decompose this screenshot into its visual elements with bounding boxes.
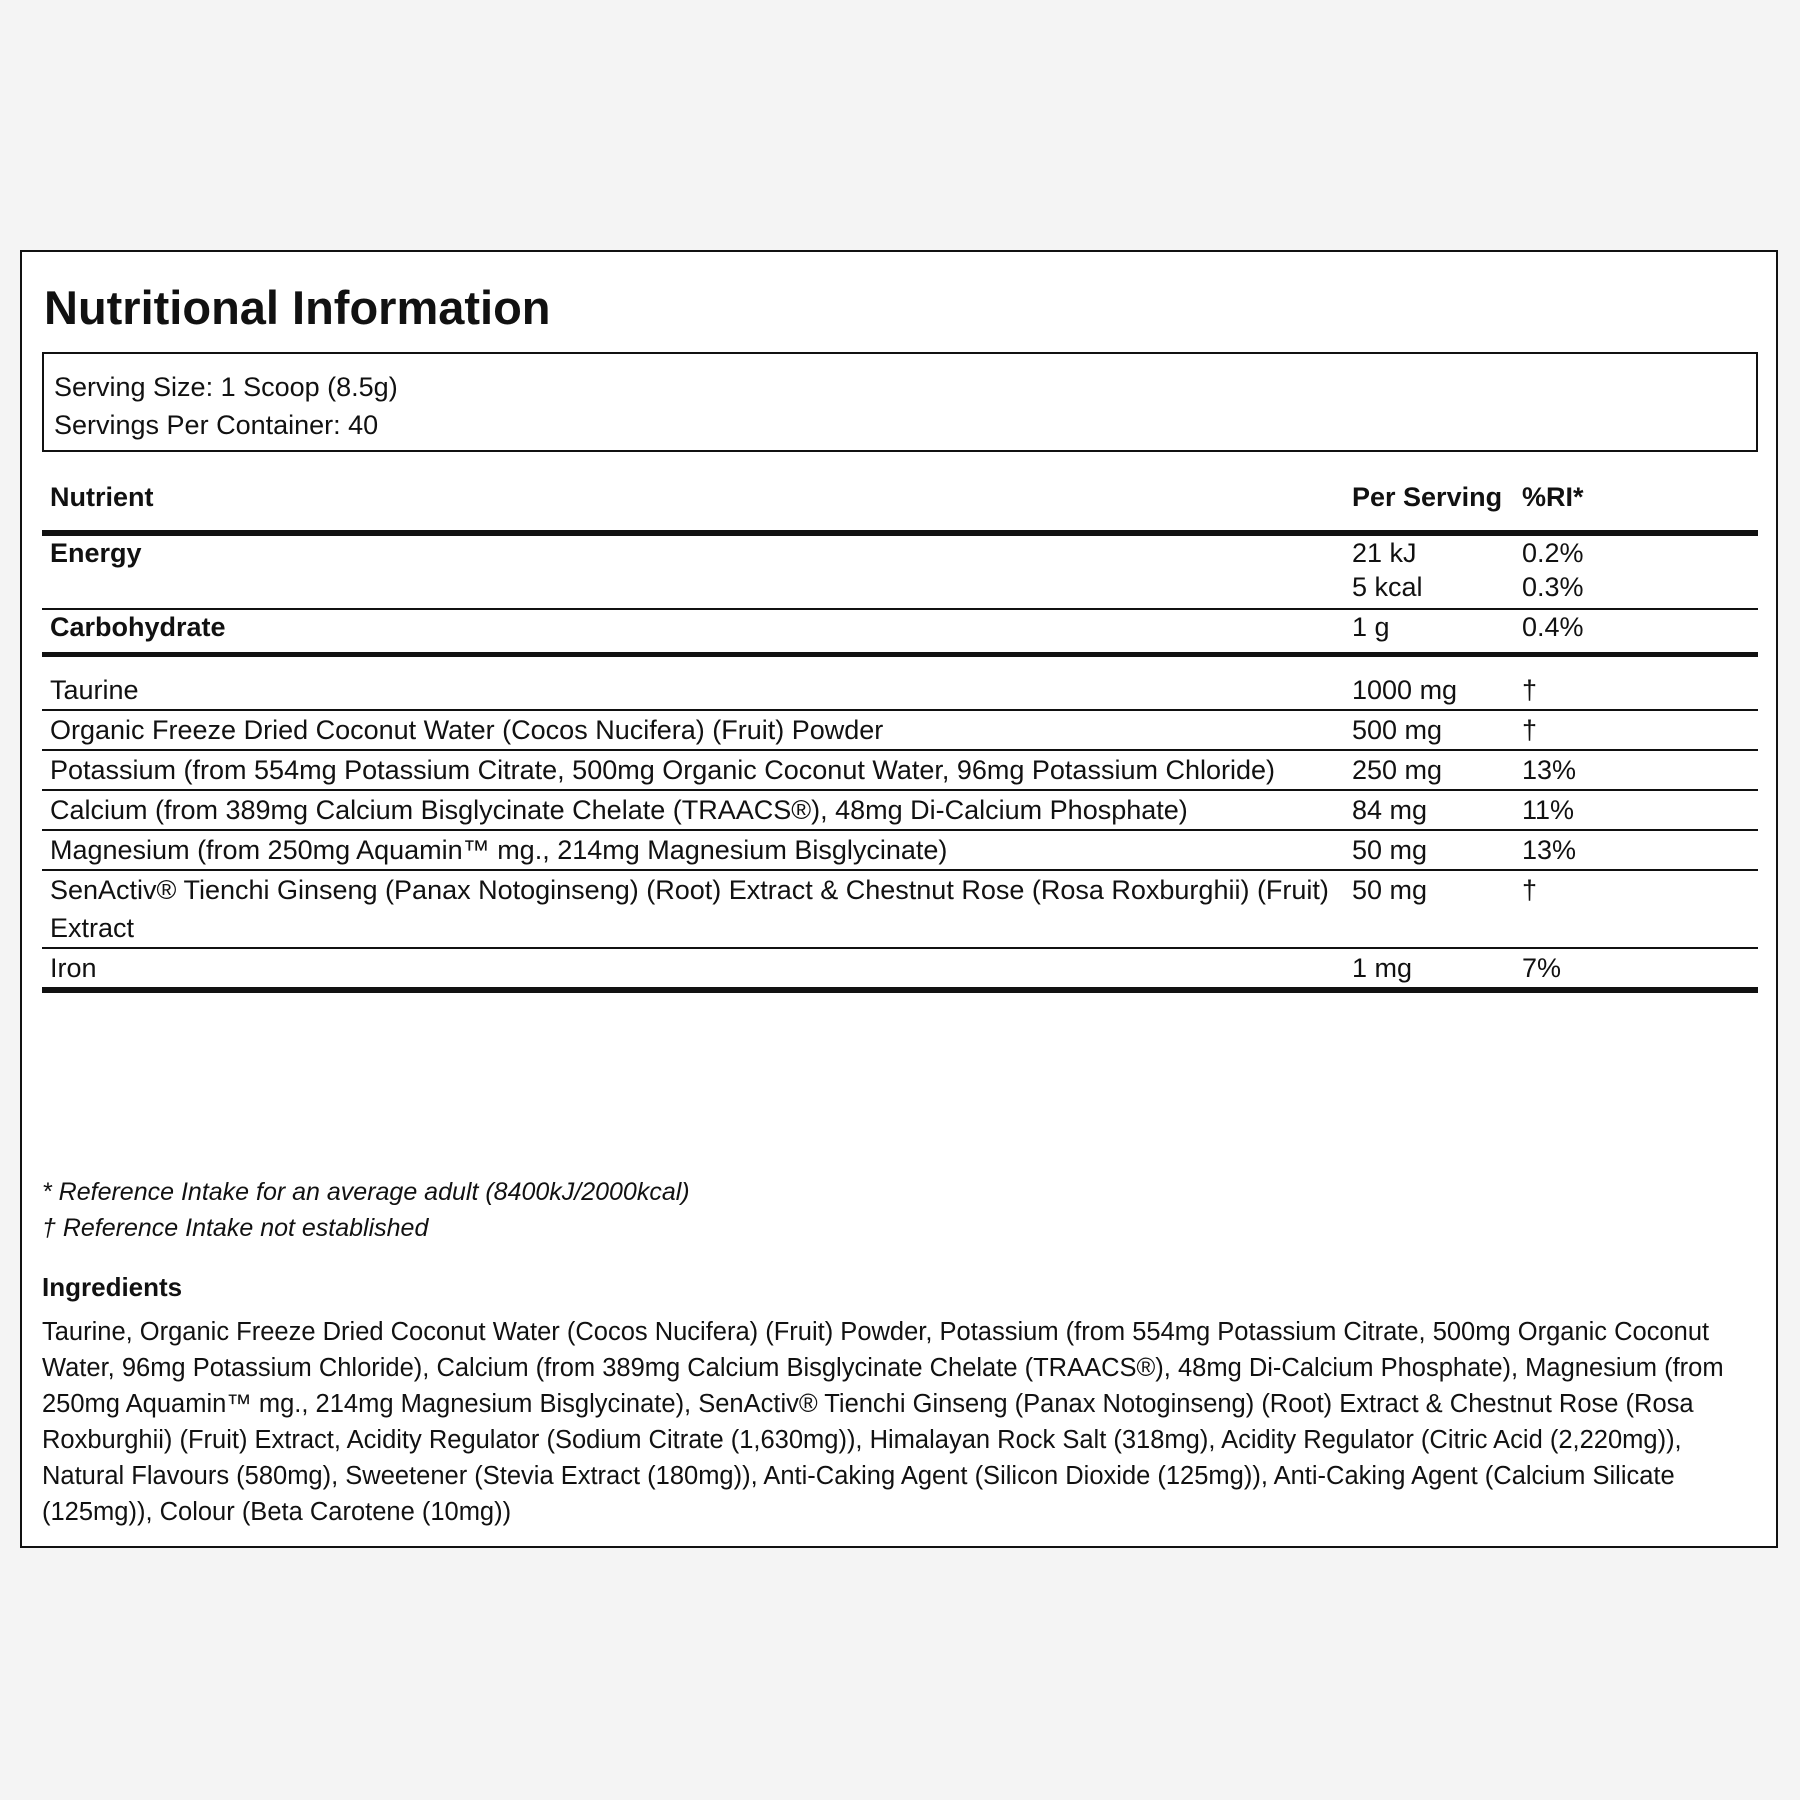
ingredients-heading: Ingredients bbox=[42, 1272, 183, 1302]
header-nutrient: Nutrient bbox=[42, 470, 1344, 533]
footnote-reference-intake: * Reference Intake for an average adult (8400kJ/2000kcal) bbox=[42, 1178, 690, 1206]
nutrient-ri: † bbox=[1514, 710, 1758, 750]
carbohydrate-name: Carbohydrate bbox=[42, 609, 1344, 655]
energy-kj-ri: 0.2% bbox=[1522, 538, 1584, 568]
nutrient-name: Magnesium (from 250mg Aquamin™ mg., 214mg Magnesium Bisglycinate) bbox=[42, 830, 1344, 870]
energy-name: Energy bbox=[50, 538, 142, 568]
nutrient-ri: 13% bbox=[1514, 830, 1758, 870]
nutrient-ri: 11% bbox=[1514, 790, 1758, 830]
energy-row bbox=[42, 533, 1758, 570]
page-title: Nutritional Information bbox=[44, 281, 551, 334]
table-header-row bbox=[42, 470, 1758, 533]
nutrient-ri: 13% bbox=[1514, 750, 1758, 790]
energy-kcal: 5 kcal bbox=[1344, 570, 1514, 609]
nutrient-ri: † bbox=[1514, 870, 1758, 948]
nutrient-name: Calcium (from 389mg Calcium Bisglycinate Chelate (TRAACS®), 48mg Di-Calcium Phosphate) bbox=[42, 790, 1344, 830]
header-per-serving: Per Serving bbox=[1344, 470, 1514, 533]
table-row bbox=[42, 830, 1758, 870]
header-ri: %RI* bbox=[1514, 470, 1758, 533]
carbohydrate-per-serving: 1 g bbox=[1344, 609, 1514, 655]
nutrient-name: SenActiv® Tienchi Ginseng (Panax Notoginseng) (Root) Extract & Chestnut Rose (Rosa Roxburghii) (Fruit) Extract bbox=[42, 870, 1344, 948]
nutrient-name: Organic Freeze Dried Coconut Water (Cocos Nucifera) (Fruit) Powder bbox=[42, 710, 1344, 750]
nutrient-name: Taurine bbox=[42, 655, 1344, 711]
energy-kcal-spacer bbox=[42, 570, 1344, 609]
nutrient-per-serving: 1000 mg bbox=[1344, 655, 1514, 711]
table-row bbox=[42, 948, 1758, 990]
carbohydrate-ri: 0.4% bbox=[1514, 609, 1758, 655]
nutrient-per-serving: 50 mg bbox=[1344, 830, 1514, 870]
nutrition-table-container bbox=[42, 470, 1758, 993]
nutrient-name: Potassium (from 554mg Potassium Citrate, 500mg Organic Coconut Water, 96mg Potassium Chloride) bbox=[42, 750, 1344, 790]
nutrient-per-serving: 84 mg bbox=[1344, 790, 1514, 830]
nutrient-ri: † bbox=[1514, 655, 1758, 711]
nutrient-per-serving: 250 mg bbox=[1344, 750, 1514, 790]
nutrient-per-serving: 50 mg bbox=[1344, 870, 1514, 948]
footnote-not-established: † Reference Intake not established bbox=[42, 1214, 429, 1242]
nutrient-name: Iron bbox=[42, 948, 1344, 990]
table-row bbox=[42, 870, 1758, 948]
serving-size: Serving Size: 1 Scoop (8.5g) bbox=[54, 372, 398, 402]
servings-per-container: Servings Per Container: 40 bbox=[54, 410, 379, 440]
table-row bbox=[42, 750, 1758, 790]
nutrition-table bbox=[42, 470, 1758, 993]
carbohydrate-row bbox=[42, 609, 1758, 655]
serving-info-box bbox=[42, 352, 1758, 452]
table-row bbox=[42, 655, 1758, 711]
ingredients-text: Taurine, Organic Freeze Dried Coconut Water (Cocos Nucifera) (Fruit) Powder, Potassium (from 554mg Potassium Citrate, 500mg Organic Coconut Water, 96mg Potassium Chloride), Calcium (from 389mg Calcium Bisglycinate Chelate (TRAACS®), 48mg Di-Calcium Phosphate), Magnesium (from 250mg Aquamin™ mg., 214mg Magnesium Bisglycinate), SenActiv® Tienchi Ginseng (Panax Notoginseng) (Root) Extract & Chestnut Rose (Rosa Roxburghii) (Fruit) Extract, Acidity Regulator (Sodium Citrate (1,630mg)), Himalayan Rock Salt (318mg), Acidity Regulator (Citric Acid (2,220mg)), Natural Flavours (580mg), Sweetener (Stevia Extract (180mg)), Anti-Caking Agent (Silicon Dioxide (125mg)), Anti-Caking Agent (Calcium Silicate (125mg)), Colour (Beta Carotene (10mg)) bbox=[42, 1318, 1724, 1526]
nutrition-label-panel bbox=[20, 250, 1778, 1548]
nutrient-per-serving: 1 mg bbox=[1344, 948, 1514, 990]
table-row bbox=[42, 790, 1758, 830]
table-row bbox=[42, 710, 1758, 750]
nutrient-ri: 7% bbox=[1514, 948, 1758, 990]
footnotes bbox=[42, 1174, 1758, 1246]
energy-kcal-row bbox=[42, 570, 1758, 609]
energy-kcal-ri: 0.3% bbox=[1514, 570, 1758, 609]
energy-kj: 21 kJ bbox=[1352, 538, 1417, 568]
nutrient-per-serving: 500 mg bbox=[1344, 710, 1514, 750]
